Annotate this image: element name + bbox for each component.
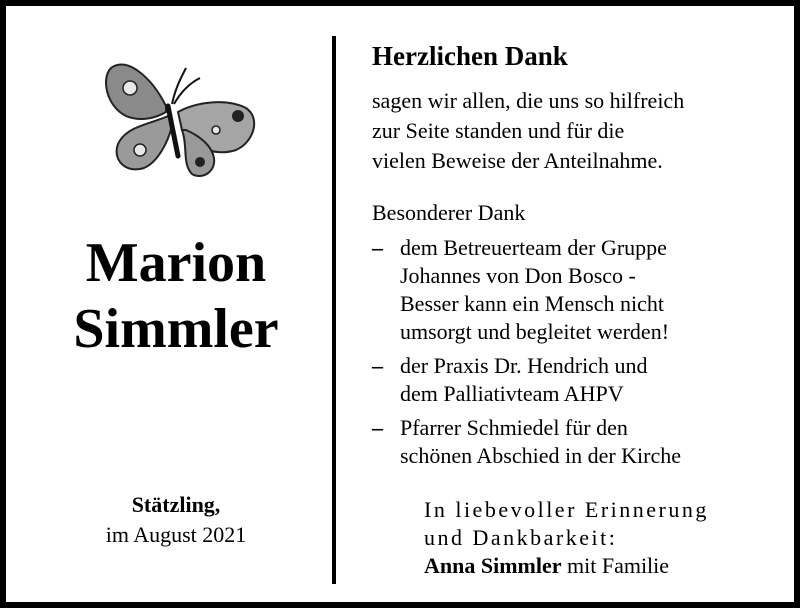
left-column xyxy=(6,6,336,602)
deceased-name xyxy=(36,230,316,362)
thanks-column xyxy=(372,36,772,476)
item-line: Pfarrer Schmiedel für den xyxy=(400,415,628,440)
closing-signature xyxy=(424,496,784,580)
place-date xyxy=(36,490,316,550)
item-line: Johannes von Don Bosco - xyxy=(400,263,636,288)
dash-bullet: – xyxy=(372,235,383,260)
last-name: Simmler xyxy=(73,298,279,360)
item-line: der Praxis Dr. Hendrich und xyxy=(400,353,648,378)
first-name: Marion xyxy=(85,232,267,294)
item-line: Besser kann ein Mensch nicht xyxy=(400,291,664,316)
thanks-heading: Herzlichen Dank xyxy=(372,41,568,71)
list-item xyxy=(372,234,772,346)
thanks-text xyxy=(372,86,772,176)
vertical-divider xyxy=(332,36,336,584)
thanks-line: sagen wir allen, die uns so hilfreich xyxy=(372,88,685,113)
dash-bullet: – xyxy=(372,353,383,378)
list-item xyxy=(372,352,772,408)
thanks-line: zur Seite standen und für die xyxy=(372,118,625,143)
item-line: dem Betreuerteam der Gruppe xyxy=(400,235,667,260)
signer-suffix: mit Familie xyxy=(561,553,670,578)
date-text: im August 2021 xyxy=(105,522,247,547)
signer-name: Anna Simmler xyxy=(424,553,562,578)
butterfly-icon xyxy=(96,46,266,196)
special-thanks-list xyxy=(372,234,772,470)
closing-line: In liebevoller Erinnerung xyxy=(424,497,709,522)
item-line: umsorgt und begleitet werden! xyxy=(400,319,670,344)
place-name: Stätzling, xyxy=(131,492,221,517)
list-item xyxy=(372,414,772,470)
item-line: dem Palliativteam AHPV xyxy=(400,381,624,406)
closing-line: und Dankbarkeit: xyxy=(424,525,618,550)
signer xyxy=(424,553,669,578)
thanks-line: vielen Beweise der Anteilnahme. xyxy=(372,148,663,173)
special-thanks-label: Besonderer Dank xyxy=(372,200,526,225)
item-line: schönen Abschied in der Kirche xyxy=(400,443,682,468)
dash-bullet: – xyxy=(372,415,383,440)
